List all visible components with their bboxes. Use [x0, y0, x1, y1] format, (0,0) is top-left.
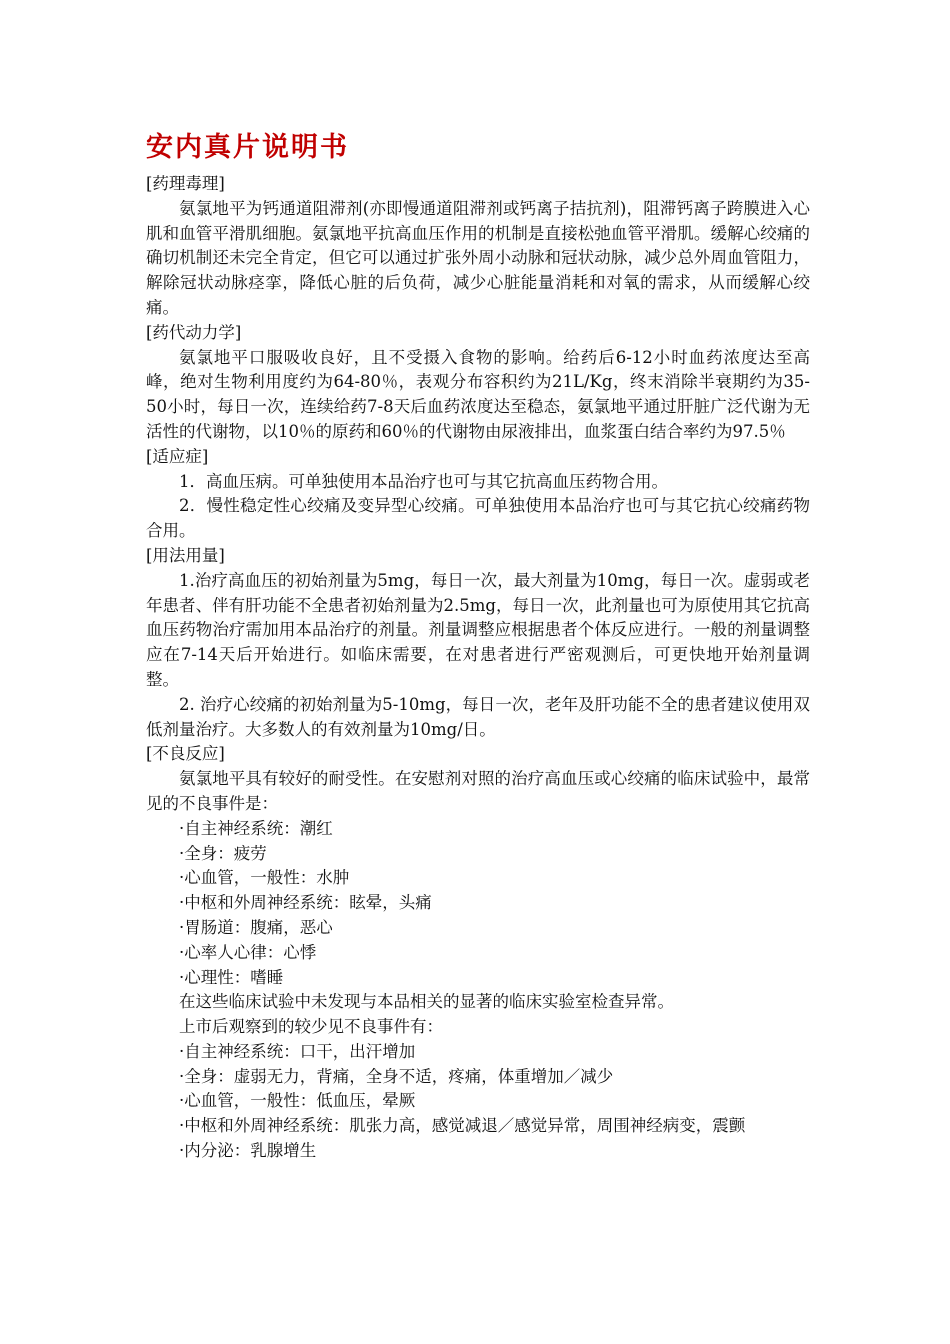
section-paragraph: 氨氯地平为钙通道阻滞剂(亦即慢通道阻滞剂或钙离子拮抗剂)，阻滞钙离子跨膜进入心肌和血管平滑肌细胞。氨氯地平抗高血压作用的机制是直接松弛血管平滑肌。缓解心绞痛的确切机制还未完全肯定，但它可以通过扩张外周小动脉和冠状动脉，减少总外周血管阻力，解除冠状动脉痉挛，降低心脏的后负荷，减少心脏能量消耗和对氧的需求，从而缓解心绞痛。	[146, 198, 810, 317]
list-item: ·全身：疲劳	[179, 843, 267, 863]
section-heading: [药理毒理]	[146, 174, 225, 193]
section-heading: [不良反应]	[146, 744, 225, 764]
list-item: ·中枢和外周神经系统：眩晕，头痛	[179, 893, 432, 913]
list-item: ·全身：虚弱无力，背痛，全身不适，疼痛，体重增加／减少	[179, 1066, 614, 1086]
section-heading: [适应症]	[146, 446, 209, 466]
section-paragraph: 2．慢性稳定性心绞痛及变异型心绞痛。可单独使用本品治疗也可与其它抗心绞痛药物合用。	[146, 496, 810, 541]
document-page	[146, 128, 810, 1164]
section-paragraph: 氨氯地平具有较好的耐受性。在安慰剂对照的治疗高血压或心绞痛的临床试验中，最常见的不良事件是：	[146, 769, 810, 813]
section-paragraph: 2. 治疗心绞痛的初始剂量为5-10mg，每日一次，老年及肝功能不全的患者建议使用双低剂量治疗。大多数人的有效剂量为10mg/日。	[146, 694, 810, 739]
list-item: ·心血管，一般性：低血压，晕厥	[179, 1091, 416, 1111]
list-item: ·心理性：嗜睡	[179, 967, 284, 987]
list-item: ·内分泌：乳腺增生	[179, 1141, 317, 1161]
section-indications	[146, 445, 810, 544]
section-adverse-reactions	[146, 742, 810, 1164]
section-paragraph: 1．高血压病。可单独使用本品治疗也可与其它抗高血压药物合用。	[179, 471, 668, 491]
section-heading: [用法用量]	[146, 545, 225, 565]
document-title: 安内真片说明书	[146, 132, 349, 163]
section-dosage	[146, 544, 810, 742]
section-paragraph: 1.治疗高血压的初始剂量为5mg，每日一次，最大剂量为10mg，每日一次。虚弱或老年患者、伴有肝功能不全患者初始剂量为2.5mg，每日一次，此剂量也可为原使用其它抗高血压药物治疗需加用本品治疗的剂量。剂量调整应根据患者个体反应进行。一般的剂量调整应在7-14天后开始进行。如临床需要，在对患者进行严密观测后，可更快地开始剂量调整。	[146, 570, 810, 689]
section-pharmacology	[146, 172, 810, 321]
section-pharmacokinetics	[146, 321, 810, 445]
list-item: ·自主神经系统：口干，出汗增加	[179, 1041, 416, 1061]
list-item: ·心血管，一般性：水肿	[179, 868, 350, 888]
section-heading: [药代动力学]	[146, 322, 242, 342]
list-item: ·自主神经系统：潮红	[179, 818, 333, 838]
list-item: ·中枢和外周神经系统：肌张力高，感觉减退／感觉异常，周围神经病变，震颤	[179, 1116, 746, 1136]
list-item: ·胃肠道：腹痛，恶心	[179, 917, 333, 937]
section-paragraph: 氨氯地平口服吸收良好，且不受摄入食物的影响。给药后6-12小时血药浓度达至高峰，绝对生物利用度约为64-80％，表观分布容积约为21L/Kg，终末消除半衰期约为35-50小时，每日一次，连续给药7-8天后血药浓度达至稳态，氨氯地平通过肝脏广泛代谢为无活性的代谢物，以10％的原药和60％的代谢物由尿液排出，血浆蛋白结合率约为97.5％	[146, 347, 810, 441]
section-paragraph: 上市后观察到的较少见不良事件有：	[179, 1017, 443, 1037]
list-item: ·心率人心律：心悸	[179, 942, 317, 962]
section-paragraph: 在这些临床试验中未发现与本品相关的显著的临床实验室检查异常。	[179, 992, 674, 1012]
